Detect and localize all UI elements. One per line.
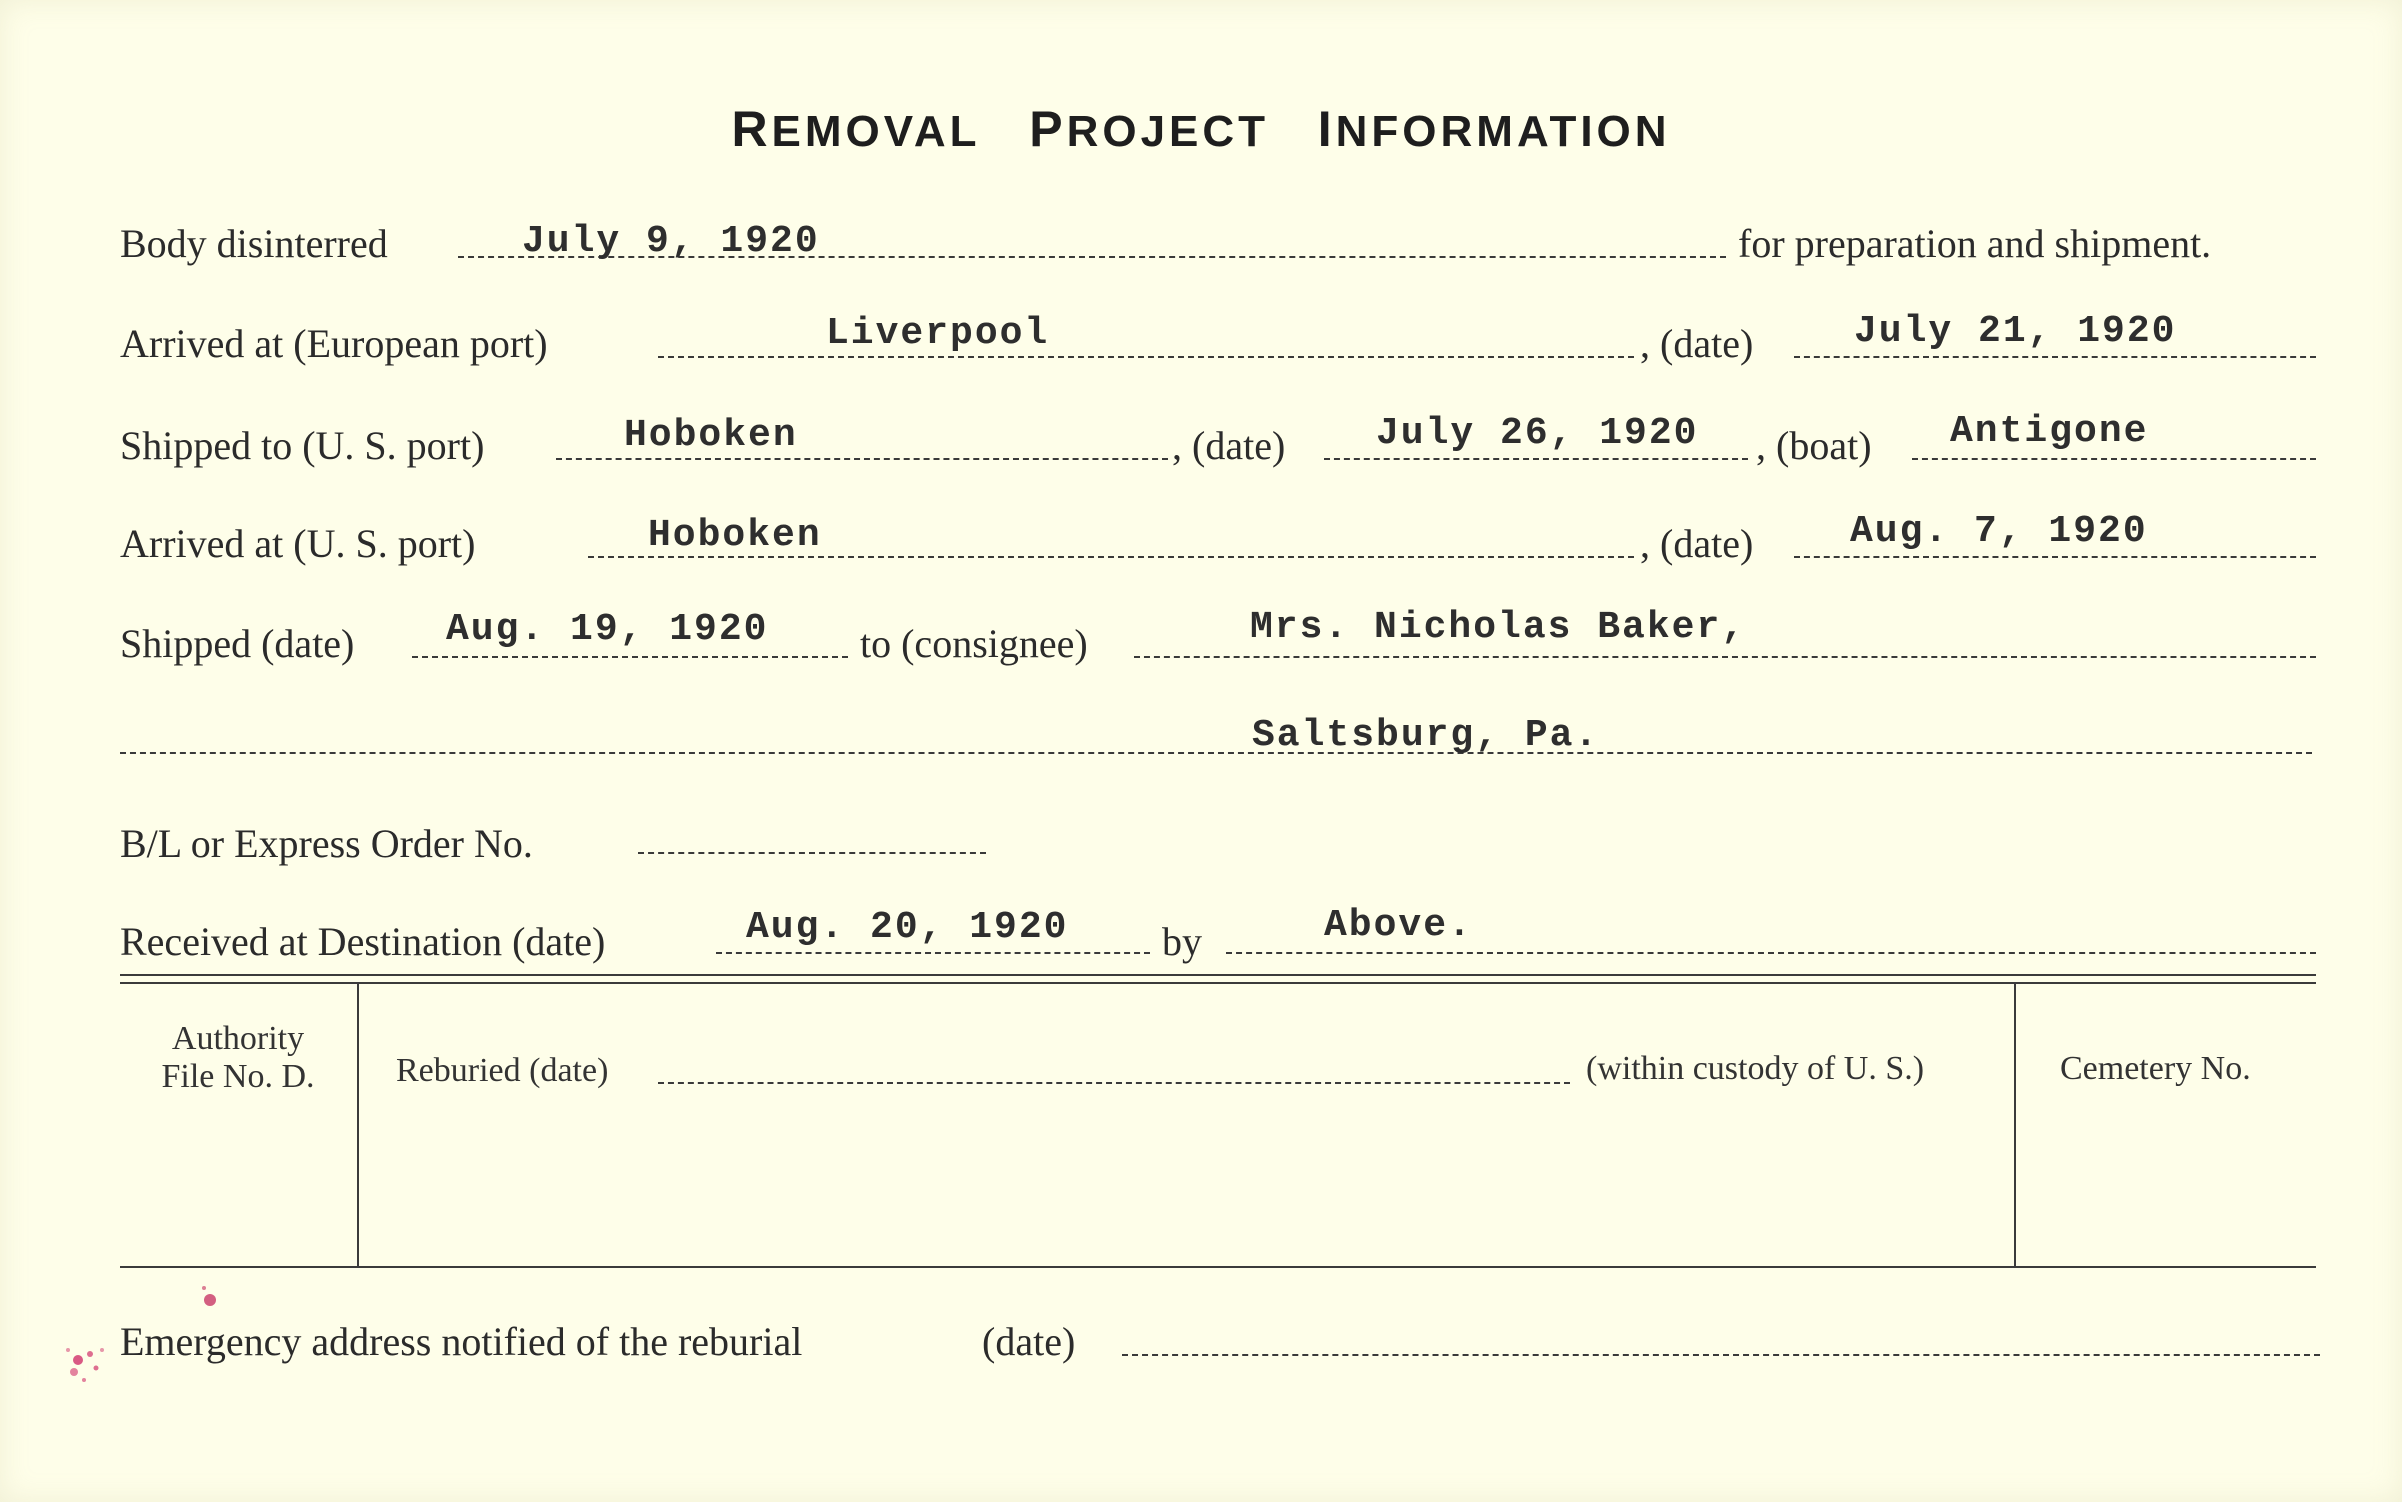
- consignee-address-line: [120, 752, 2312, 754]
- boat-label: , (boat): [1756, 423, 1872, 468]
- preparation-shipment-label: for preparation and shipment.: [1738, 221, 2212, 266]
- emergency-address-label: Emergency address notified of the reburial: [120, 1319, 803, 1364]
- us-shipped-date-label: , (date): [1172, 423, 1286, 468]
- us-shipped-date-line: [1324, 458, 1748, 460]
- ink-stamp-mark: [56, 1320, 126, 1400]
- received-destination-value: Aug. 20, 1920: [746, 906, 1069, 949]
- emergency-date-line: [1122, 1354, 2320, 1356]
- title-word: ROJECT: [1066, 107, 1270, 156]
- consignee-value: Mrs. Nicholas Baker,: [1250, 606, 1747, 649]
- title-initial: P: [1029, 101, 1067, 157]
- reburied-date-label: Reburied (date): [396, 1052, 609, 1089]
- shipped-date-value: Aug. 19, 1920: [446, 608, 769, 651]
- consignee-line: [1134, 656, 2316, 658]
- us-port-shipped-value: Hoboken: [624, 414, 798, 457]
- consignee-address-value: Saltsburg, Pa.: [1252, 714, 1600, 757]
- title-word: EMOVAL: [771, 107, 981, 156]
- title-initial: R: [731, 101, 772, 157]
- european-date-label: , (date): [1640, 321, 1754, 366]
- box-divider-left: [357, 984, 359, 1266]
- european-date-line: [1794, 356, 2316, 358]
- us-port-shipped-label: Shipped to (U. S. port): [120, 423, 485, 468]
- us-shipped-date-value: July 26, 1920: [1376, 412, 1699, 455]
- us-port-arrived-value: Hoboken: [648, 514, 822, 557]
- european-port-line: [658, 356, 1634, 358]
- file-no-line: File No. D.: [161, 1058, 315, 1095]
- form-title: [0, 100, 2402, 158]
- received-destination-line: [716, 952, 1150, 954]
- boat-line: [1912, 458, 2316, 460]
- european-date-value: July 21, 1920: [1854, 310, 2177, 353]
- consignee-label: to (consignee): [860, 621, 1088, 666]
- shipped-date-line: [412, 656, 848, 658]
- us-arrived-date-value: Aug. 7, 1920: [1850, 510, 2148, 553]
- box-top-rule: [120, 974, 2316, 976]
- box-top-rule-double: [120, 982, 2316, 984]
- box-bottom-rule: [120, 1266, 2316, 1268]
- title-word: NFORMATION: [1335, 107, 1671, 156]
- title-initial: I: [1317, 101, 1336, 157]
- bl-express-order-line: [638, 852, 986, 854]
- body-disinterred-label: Body disinterred: [120, 221, 388, 266]
- body-disinterred-value: July 9, 1920: [522, 220, 820, 263]
- received-destination-label: Received at Destination (date): [120, 919, 606, 964]
- received-by-value: Above.: [1324, 904, 1473, 947]
- shipped-date-label: Shipped (date): [120, 621, 355, 666]
- european-port-label: Arrived at (European port): [120, 321, 548, 366]
- box-divider-right: [2014, 984, 2016, 1266]
- custody-label: (within custody of U. S.): [1586, 1050, 1925, 1087]
- ink-splotch-mark: [196, 1278, 226, 1318]
- us-arrived-date-line: [1794, 556, 2316, 558]
- bl-express-order-label: B/L or Express Order No.: [120, 821, 533, 866]
- us-port-shipped-line: [556, 458, 1168, 460]
- received-by-line: [1226, 952, 2316, 954]
- authority-line: Authority: [171, 1020, 305, 1057]
- european-port-value: Liverpool: [826, 312, 1050, 355]
- received-by-label: by: [1162, 919, 1202, 964]
- reburied-date-line: [658, 1082, 1570, 1084]
- emergency-date-label: (date): [982, 1319, 1076, 1364]
- us-arrived-date-label: , (date): [1640, 521, 1754, 566]
- us-port-arrived-label: Arrived at (U. S. port): [120, 521, 476, 566]
- authority-file-label: [120, 1020, 356, 1096]
- cemetery-no-label: Cemetery No.: [2060, 1050, 2251, 1087]
- boat-value: Antigone: [1950, 410, 2149, 453]
